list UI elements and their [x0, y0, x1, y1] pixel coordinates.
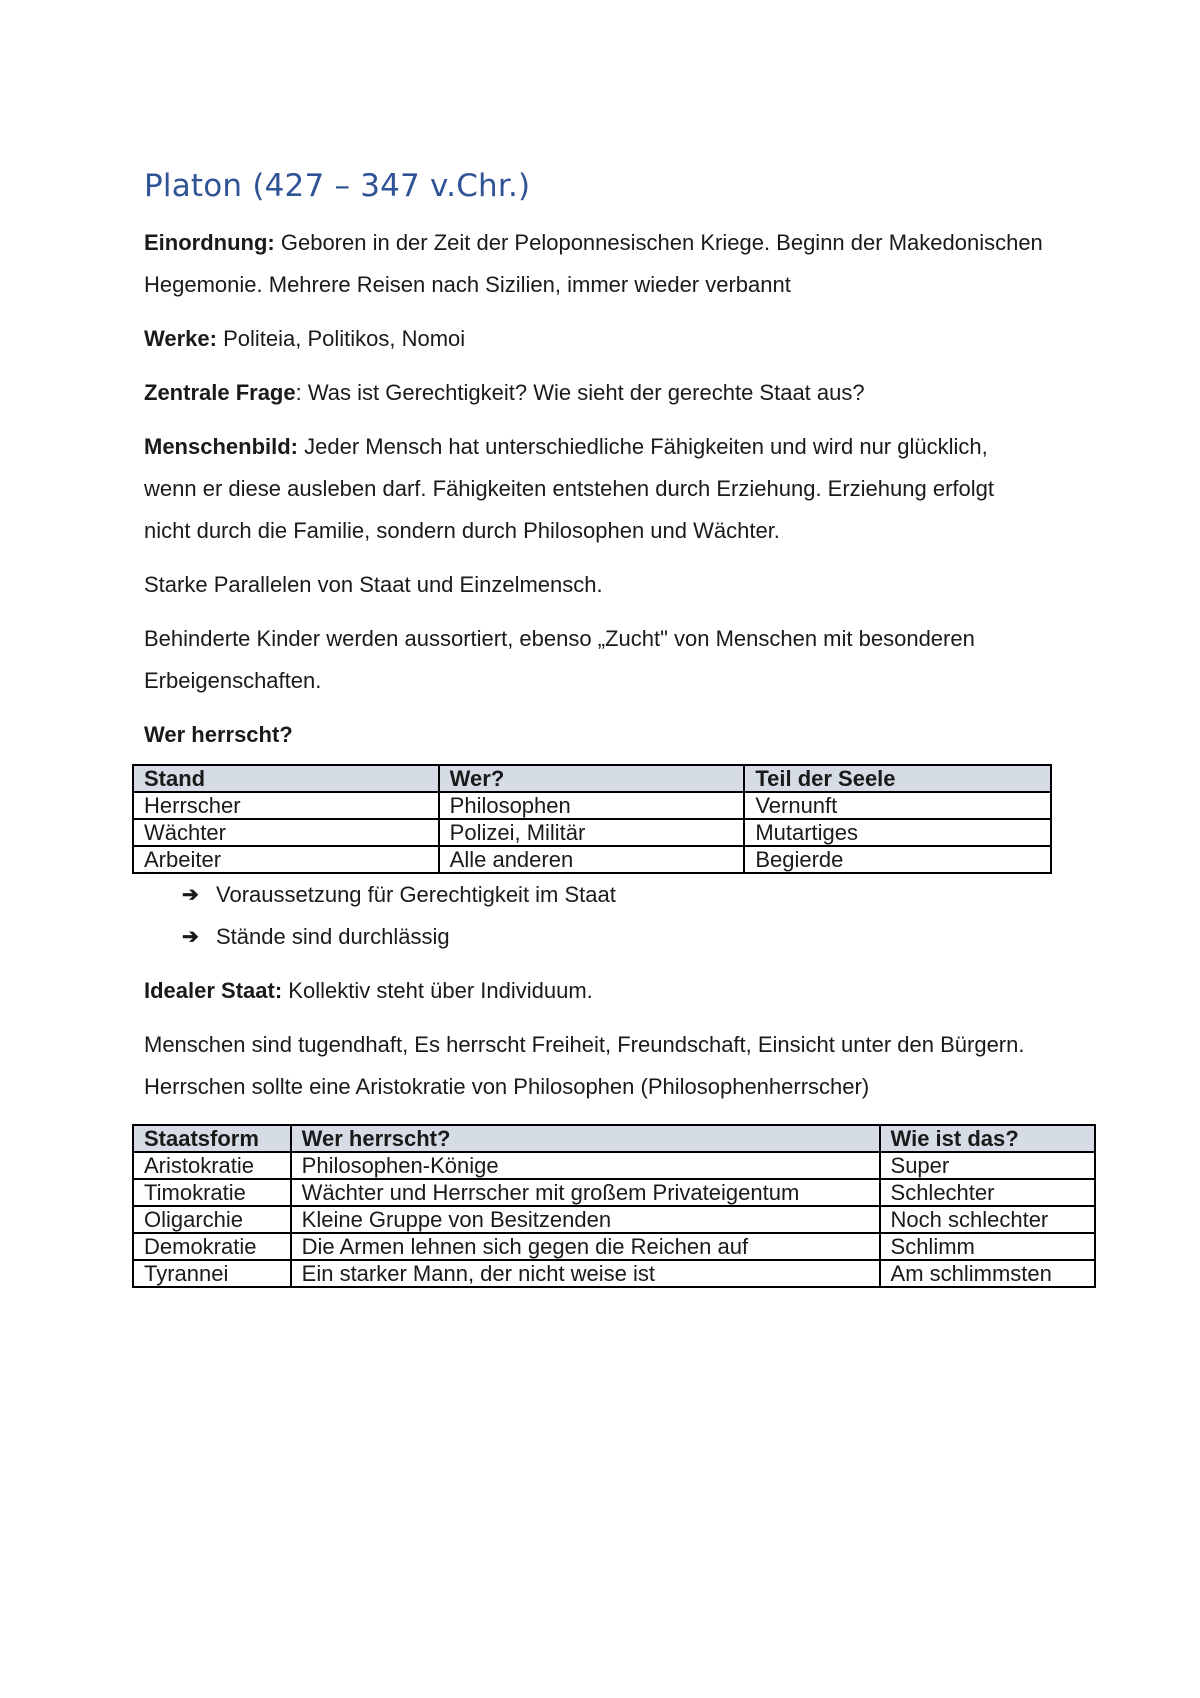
table-cell: Super: [880, 1152, 1095, 1179]
table-cell: Timokratie: [133, 1179, 291, 1206]
table-cell: Oligarchie: [133, 1206, 291, 1233]
table-cell: Alle anderen: [439, 846, 745, 873]
table-cell: Vernunft: [744, 792, 1051, 819]
table-header-row: [133, 765, 1051, 792]
werke-paragraph: [144, 318, 1074, 360]
table-row: [133, 846, 1051, 873]
table-cell: Kleine Gruppe von Besitzenden: [291, 1206, 880, 1233]
menschen-tugendhaft-paragraph: Menschen sind tugendhaft, Es herrscht Freiheit, Freundschaft, Einsicht unter den Bürgern. Herrschen sollte eine Aristokratie von Philosophen (Philosophenherrscher): [144, 1032, 1025, 1099]
list-item: [182, 916, 1074, 958]
table-cell: Begierde: [744, 846, 1051, 873]
table-cell: Arbeiter: [133, 846, 439, 873]
einordnung-label: Einordnung:: [144, 230, 275, 255]
werke-text: Politeia, Politikos, Nomoi: [216, 326, 466, 351]
page-title: Platon (427 – 347 v.Chr.): [144, 168, 531, 204]
staatsformen-table: [132, 1124, 1096, 1288]
table-cell: Demokratie: [133, 1233, 291, 1260]
table-cell: Mutartiges: [744, 819, 1051, 846]
table-cell: Philosophen-Könige: [291, 1152, 880, 1179]
table-cell: Schlimm: [880, 1233, 1095, 1260]
staende-table: [132, 764, 1052, 874]
table-header-cell: Teil der Seele: [744, 765, 1051, 792]
table-cell: Philosophen: [439, 792, 745, 819]
document-body: [144, 160, 1074, 1288]
table-header-cell: Staatsform: [133, 1125, 291, 1152]
table-cell: Wächter und Herrscher mit großem Privateigentum: [291, 1179, 880, 1206]
arrow-right-icon: ➔: [182, 884, 199, 906]
table-cell: Schlechter: [880, 1179, 1095, 1206]
table-row: [133, 792, 1051, 819]
arrow-bullet-list: [182, 874, 1074, 958]
table-cell: Herrscher: [133, 792, 439, 819]
table-row: [133, 1152, 1095, 1179]
zentrale-frage-text: : Was ist Gerechtigkeit? Wie sieht der gerechte Staat aus?: [295, 380, 865, 405]
table-row: [133, 1233, 1095, 1260]
table-cell: Die Armen lehnen sich gegen die Reichen auf: [291, 1233, 880, 1260]
table-cell: Polizei, Militär: [439, 819, 745, 846]
table-row: [133, 1179, 1095, 1206]
table-cell: Wächter: [133, 819, 439, 846]
table-header-cell: Wer?: [439, 765, 745, 792]
behinderte-paragraph: Behinderte Kinder werden aussortiert, ebenso „Zucht" von Menschen mit besonderen Erbeigenschaften.: [144, 626, 975, 693]
einordnung-text: Geboren in der Zeit der Peloponnesischen Kriege. Beginn der Makedonischen Hegemonie. Mehrere Reisen nach Sizilien, immer wieder verbannt: [144, 230, 1043, 297]
zentrale-frage-paragraph: [144, 372, 1074, 414]
parallelen-paragraph: Starke Parallelen von Staat und Einzelmensch.: [144, 572, 603, 597]
menschenbild-paragraph: [144, 426, 1044, 552]
arrow-right-icon: ➔: [182, 926, 199, 948]
table-header-cell: Stand: [133, 765, 439, 792]
wer-herrscht-heading-text: Wer herrscht?: [144, 722, 293, 747]
menschenbild-text: Jeder Mensch hat unterschiedliche Fähigkeiten und wird nur glücklich, wenn er diese ausleben darf. Fähigkeiten entstehen durch Erziehung. Erziehung erfolgt nicht durch die Familie, sondern durch Philosophen und Wächter.: [144, 434, 994, 543]
idealer-staat-paragraph: [144, 970, 1074, 1012]
table-row: [133, 1206, 1095, 1233]
table-header-row: [133, 1125, 1095, 1152]
bullet-text: Stände sind durchlässig: [216, 924, 450, 949]
table-cell: Am schlimmsten: [880, 1260, 1095, 1287]
menschenbild-label: Menschenbild:: [144, 434, 299, 459]
wer-herrscht-heading: [144, 714, 1074, 756]
table-row: [133, 1260, 1095, 1287]
idealer-staat-text: Kollektiv steht über Individuum.: [282, 978, 593, 1003]
bullet-text: Voraussetzung für Gerechtigkeit im Staat: [216, 882, 616, 907]
table-row: [133, 819, 1051, 846]
table-cell: Ein starker Mann, der nicht weise ist: [291, 1260, 880, 1287]
werke-label: Werke:: [144, 326, 217, 351]
zentrale-frage-label: Zentrale Frage: [144, 380, 296, 405]
table-cell: Tyrannei: [133, 1260, 291, 1287]
idealer-staat-label: Idealer Staat:: [144, 978, 283, 1003]
einordnung-paragraph: [144, 222, 1044, 306]
table-cell: Noch schlechter: [880, 1206, 1095, 1233]
table-cell: Aristokratie: [133, 1152, 291, 1179]
list-item: [182, 874, 1074, 916]
table-header-cell: Wie ist das?: [880, 1125, 1095, 1152]
table-header-cell: Wer herrscht?: [291, 1125, 880, 1152]
